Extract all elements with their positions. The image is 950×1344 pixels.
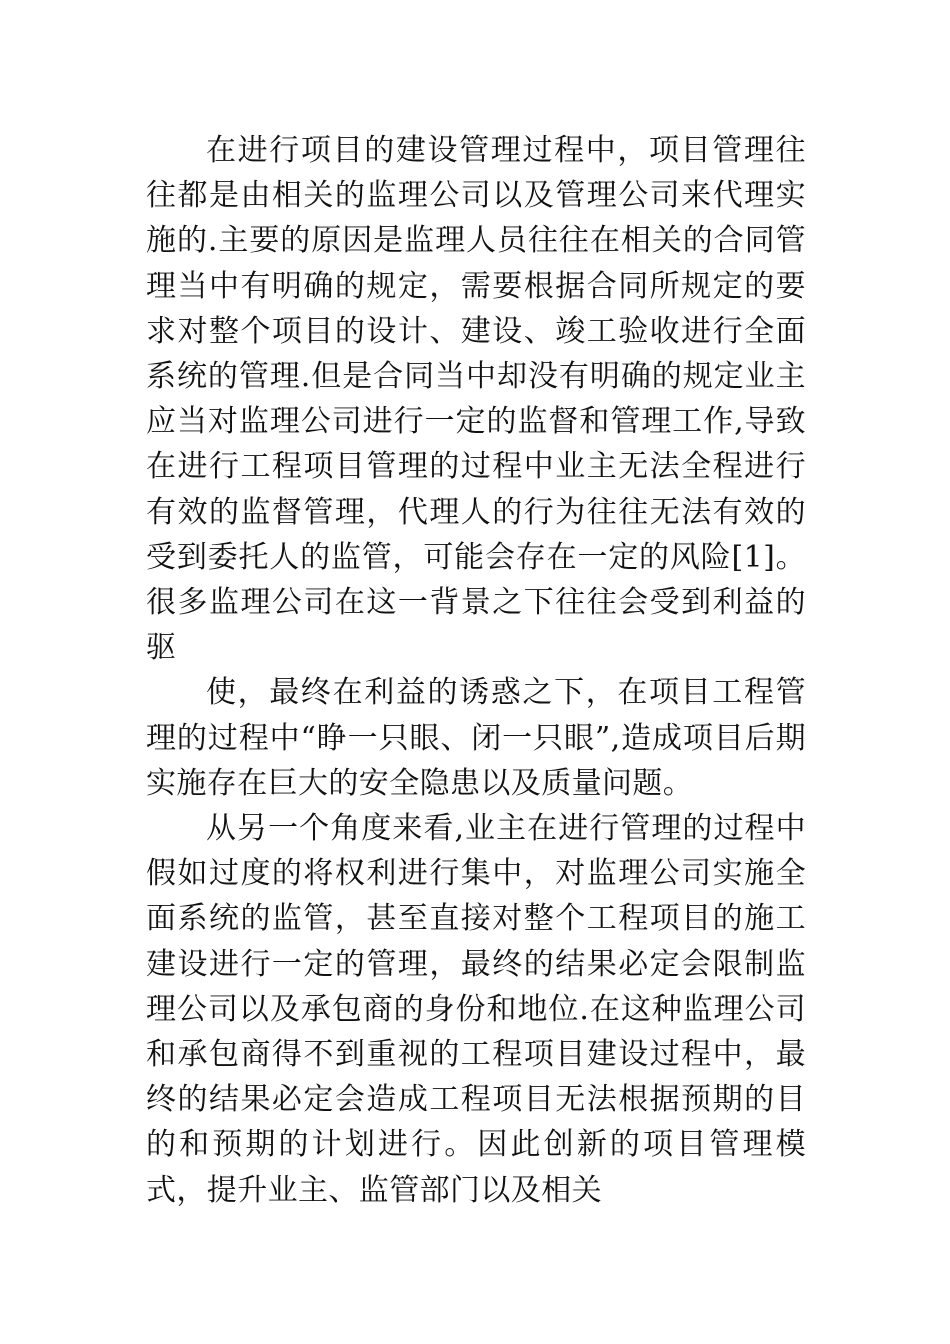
paragraph: 在进行项目的建设管理过程中，项目管理往往都是由相关的监理公司以及管理公司来代理实施的.主要的原因是监理人员往往在相关的合同管理当中有明确的规定，需要根据合同所规定的要求对整个项目的设计、建设、竣工验收进行全面系统的管理.但是合同当中却没有明确的规定业主应当对监理公司进行一定的监督和管理工作,导致在进行工程项目管理的过程中业主无法全程进行有效的监督管理，代理人的行为往往无法有效的受到委托人的监管，可能会存在一定的风险[1]。很多监理公司在这一背景之下往往会受到利益的驱 bbox=[146, 133, 806, 666]
body-text bbox=[146, 128, 806, 1213]
paragraph: 从另一个角度来看,业主在进行管理的过程中假如过度的将权利进行集中，对监理公司实施全面系统的监管，甚至直接对整个工程项目的施工建设进行一定的管理，最终的结果必定会限制监理公司以及承包商的身份和地位.在这种监理公司和承包商得不到重视的工程项目建设过程中，最终的结果必定会造成工程项目无法根据预期的目的和预期的计划进行。因此创新的项目管理模式，提升业主、监管部门以及相关 bbox=[146, 811, 806, 1208]
paragraph: 使，最终在利益的诱惑之下，在项目工程管理的过程中“睁一只眼、闭一只眼”,造成项目后期实施存在巨大的安全隐患以及质量问题。 bbox=[146, 675, 806, 801]
